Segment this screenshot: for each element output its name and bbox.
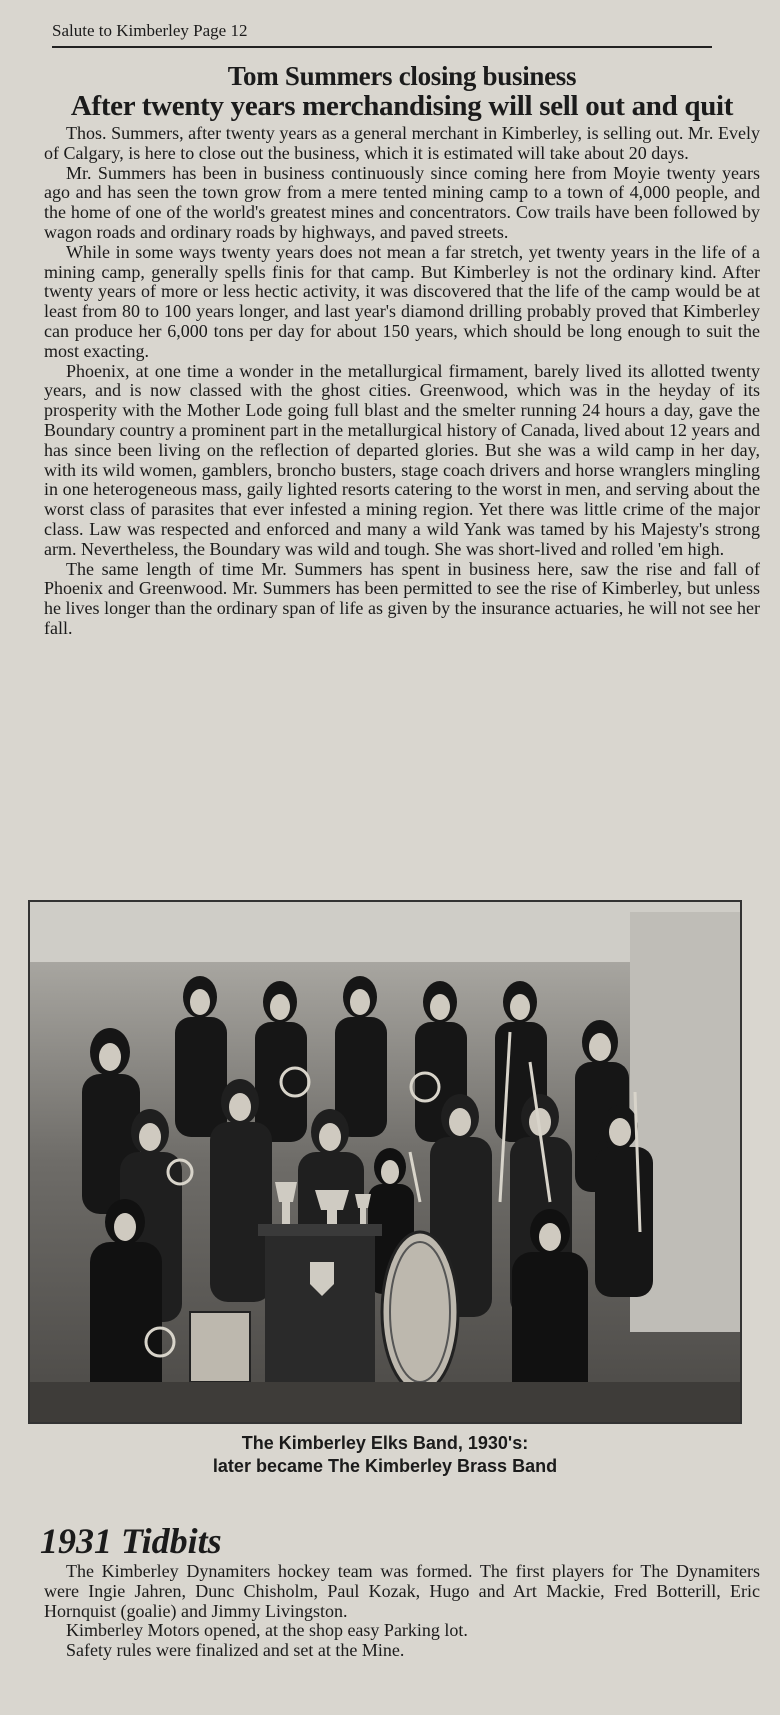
article-paragraph: While in some ways twenty years does not mean a far stretch, yet twenty years in the life of a mining camp, generally spells finis for that camp. But Kimberley is not the ordinary kind. After twenty years of more or less hectic activity, it was discovered that the life of the camp would be at least from 80 to 100 years longer, and last year's diamond drilling probably proved that Kimberley can produce her 6,000 tons per day for about 150 years, which should be long enough to suit the most exacting. [44,241,760,361]
photo-caption [30,1432,740,1478]
tidbits-title: 1931 Tidbits [40,1521,222,1561]
band-photograph [28,900,742,1424]
article-body [44,124,760,639]
tidbit-item: Kimberley Motors opened, at the shop easy Parking lot. [66,1620,468,1641]
caption-line-2: later became The Kimberley Brass Band [212,1456,558,1476]
subheadline: After twenty years merchandising will sell out and quit [70,90,734,122]
article-paragraph: Thos. Summers, after twenty years as a general merchant in Kimberley, is selling out. Mr. Evely of Calgary, is here to close out the business, which it is estimated will take about 20 days. [44,123,760,163]
article [44,62,760,639]
article-paragraph: The same length of time Mr. Summers has spent in business here, saw the rise and fall of Phoenix and Greenwood. Mr. Summers has been permitted to see the rise of Kimberley, but unless he lives longer than the ordinary span of life as given by the insurance actuaries, he will not see her fall. [44,558,760,638]
tidbit-item: Safety rules were finalized and set at the Mine. [66,1640,405,1661]
band-photo-illustration [30,902,740,1422]
article-paragraph: Mr. Summers has been in business continuously since coming here from Moyie twenty years ago and has seen the town grow from a mere tented mining camp to a town of 4,000 people, and the home of one of the world's greatest mines and concentrators. Cow trails have been followed by wagon roads and ordinary roads by highways, and paved streets. [44,162,760,242]
caption-line-1: The Kimberley Elks Band, 1930's: [241,1433,529,1453]
headline: Tom Summers closing business [227,61,577,91]
page-header: Salute to Kimberley Page 12 [52,20,712,48]
tidbits-section [40,1521,760,1661]
article-paragraph: Phoenix, at one time a wonder in the metallurgical firmament, barely lived its allotted twenty years, and is now classed with the ghost cities. Greenwood, which was in the heyday of its prosperity with the Mother Lode going full blast and the smelter running 24 hours a day, gave the Boundary country a prominent part in the metallurgical history of Canada, lived about 12 years and has since been living on the reflection of departed glories. But she was a wild camp in her day, with its wild women, gamblers, broncho busters, stage coach drivers and horse wranglers mingling in one heterogeneous mass, gaily lighted resorts catering to the worst in men, and serving about the worst class of parasites that ever infested a mining region. Yet there was little crime of the major class. Law was respected and enforced and many a wild Yank was tamed by his Majesty's strong arm. Nevertheless, the Boundary was wild and tough. She was short-lived and rolled 'em high. [44,360,760,559]
tidbit-item: The Kimberley Dynamiters hockey team was formed. The first players for The Dynamiters were Ingie Jahren, Dunc Chisholm, Paul Kozak, Hugo and Art Mackie, Fred Botterill, Eric Hornquist (goalie) and Jimmy Livingston. [44,1561,760,1621]
